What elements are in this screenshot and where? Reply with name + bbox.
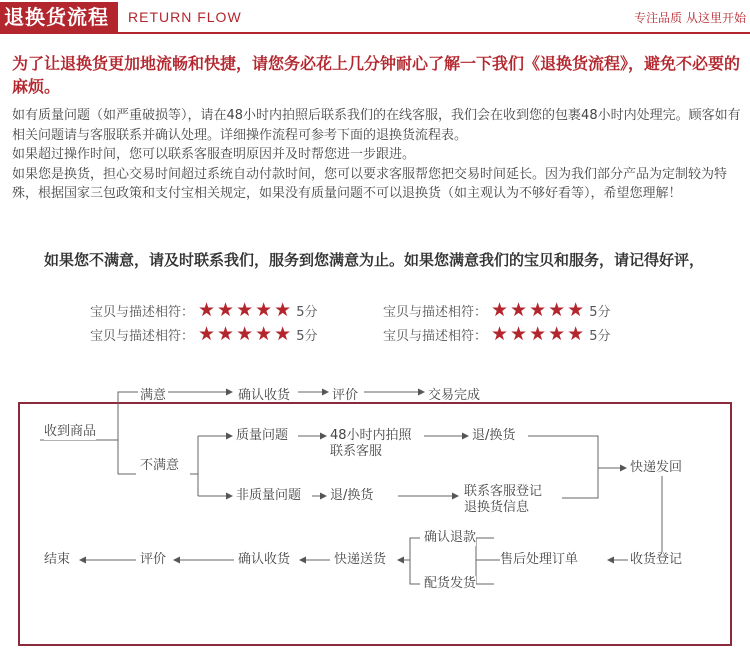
rating-label: 宝贝与描述相符：	[383, 304, 488, 320]
flow-step-review: 评价	[140, 552, 167, 567]
review-request: 如果您不满意，请及时联系我们，服务到您满意为止。如果您满意我们的宝贝和服务，请记得好评，	[44, 251, 705, 269]
rating-label: 宝贝与描述相符：	[90, 328, 195, 344]
star-icon: ★★★★★	[491, 323, 587, 345]
star-icon: ★★★★★	[491, 299, 587, 321]
rating-score: 5分	[296, 304, 318, 320]
flow-step-return-exchange: 退/换货	[330, 488, 374, 503]
policy-paragraph: 如果超过操作时间，您可以联系客服查明原因并及时帮您进一步跟进。	[12, 147, 416, 163]
flow-step-return-exchange: 退/换货	[472, 428, 516, 443]
flow-step-photo: 48小时内拍照	[330, 428, 412, 443]
star-icon: ★★★★★	[198, 323, 294, 345]
policy-paragraph: 如有质量问题（如严重破损等），请在48小时内拍照后联系我们的在线客服，我们会在收到您的包裹48小时内处理完。顾客如有相关问题请与客服联系并确认处理。详细操作流程可参考下面的退换货流程表。	[12, 108, 741, 143]
flow-step-return-info: 退换货信息	[464, 500, 530, 515]
flow-step-confirm-receipt: 确认收货	[238, 388, 291, 403]
rating-score: 5分	[589, 304, 611, 320]
slogan: 专注品质 从这里开始	[634, 11, 746, 25]
flow-step-received: 收到商品	[44, 424, 97, 439]
flow-step-confirm-receipt: 确认收货	[238, 552, 291, 567]
rating-label: 宝贝与描述相符：	[90, 304, 195, 320]
section-title: 退换货流程	[0, 2, 118, 32]
flow-step-end: 结束	[44, 552, 71, 567]
flow-step-cs-register: 联系客服登记	[464, 484, 543, 499]
flow-step-satisfied: 满意	[140, 388, 167, 403]
flow-step-review: 评价	[332, 388, 359, 403]
flow-step-deal-done: 交易完成	[428, 388, 481, 403]
rating-label: 宝贝与描述相符：	[383, 328, 488, 344]
flow-step-unsatisfied: 不满意	[140, 458, 180, 473]
intro-notice: 为了让退换货更加地流畅和快捷，请您务必花上几分钟耐心了解一下我们《退换货流程》，避免不必要的麻烦。	[12, 54, 741, 96]
flow-step-quality-issue: 质量问题	[236, 428, 289, 443]
policy-paragraph: 如果您是换货，担心交易时间超过系统自动付款时间，您可以要求客服帮您把交易时间延长。因为我们部分产品为定制较为特殊，根据国家三包政策和支付宝相关规定，如果没有质量问题不可以退换货（如主观认为不够好看等），希望您理解！	[12, 166, 728, 202]
flow-step-confirm-refund: 确认退款	[424, 530, 477, 545]
star-icon: ★★★★★	[198, 299, 294, 321]
flow-step-pack-ship: 配货发货	[424, 576, 477, 591]
flow-step-express-send: 快递送货	[334, 552, 387, 567]
flow-step-non-quality: 非质量问题	[236, 488, 302, 503]
section-title-en: RETURN FLOW	[128, 9, 242, 25]
flow-step-contact-cs: 联系客服	[330, 444, 383, 459]
flow-step-receipt-register: 收货登记	[630, 552, 683, 567]
flow-step-express-return: 快递发回	[630, 460, 683, 475]
rating-score: 5分	[296, 328, 318, 344]
flow-step-after-sale: 售后处理订单	[500, 552, 579, 567]
rating-score: 5分	[589, 328, 611, 344]
